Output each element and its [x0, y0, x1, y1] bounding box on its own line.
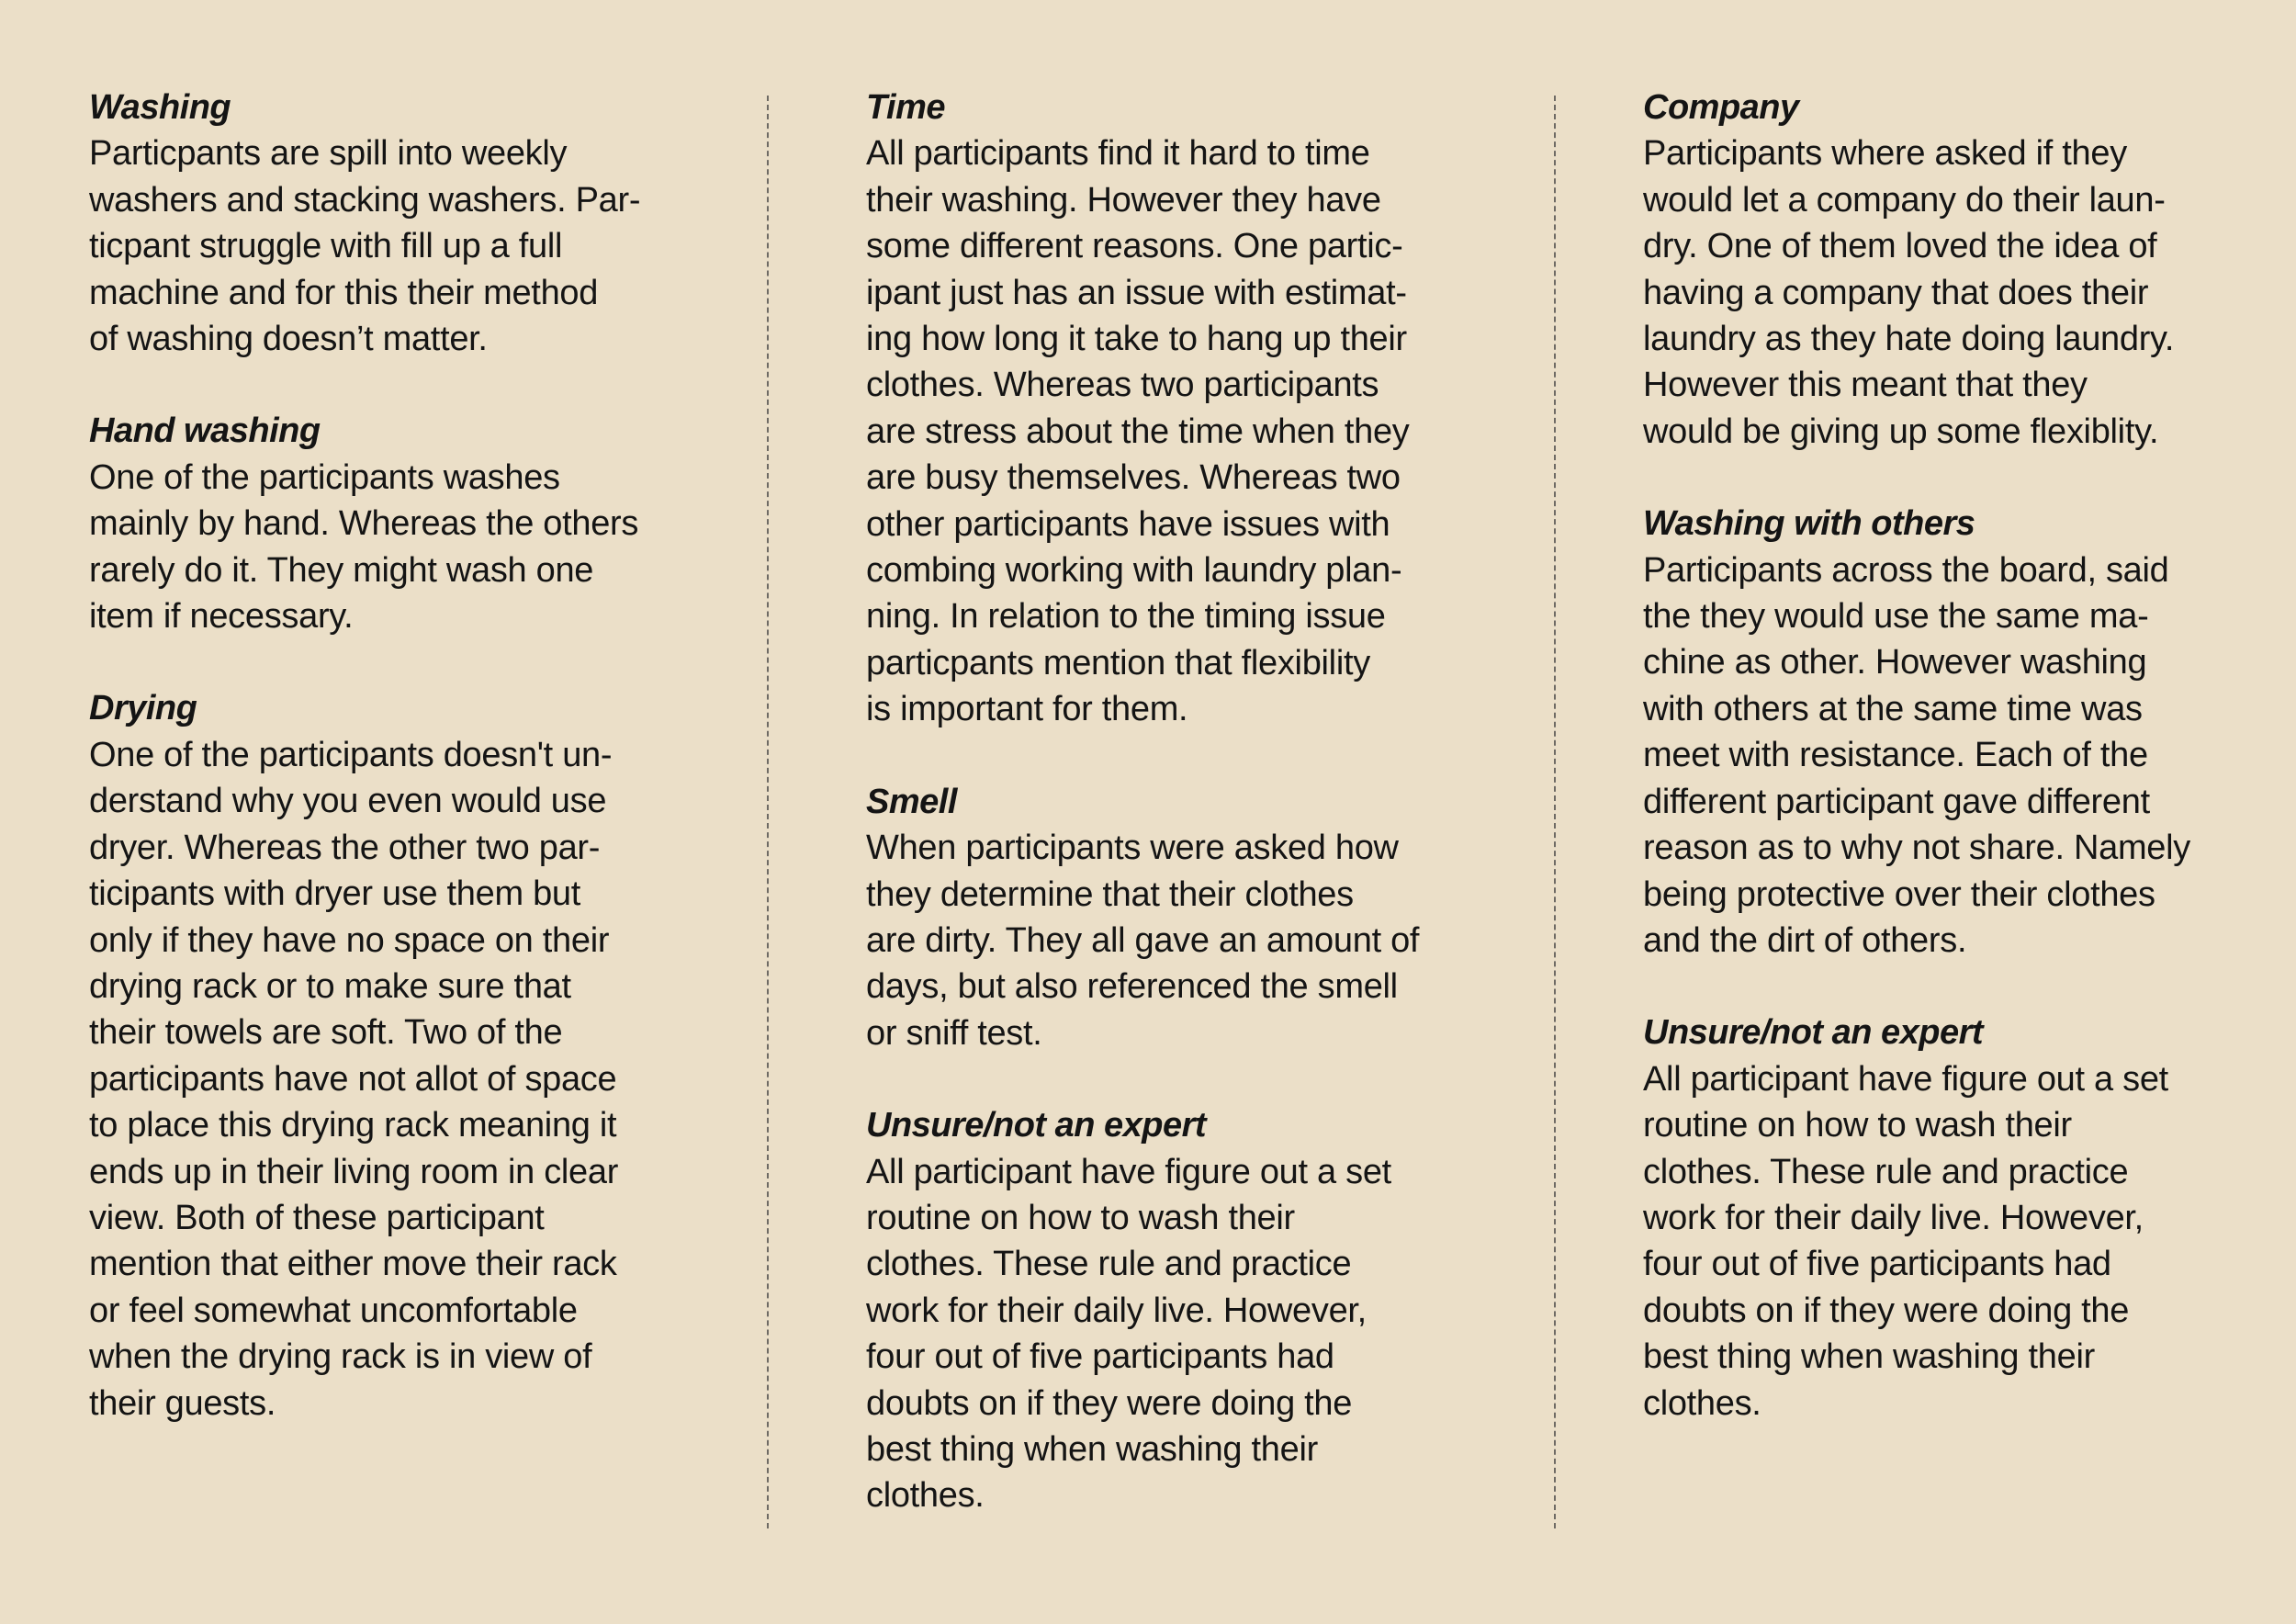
- section-body: One of the participants doesn't un- derstand why you even would use dryer. Whereas the other two par- ticipants with dryer use them but only if they have no space on their drying rack or to make sure that their towels are soft. Two of the participants have not allot of space to place this drying rack meaning it ends up in their living room in clear view. Both of these participant mention that either move their rack or feel somewhat uncomfortable when the drying rack is in view of their guests.: [89, 735, 619, 1423]
- section-body: Participants across the board, said the they would use the same ma- chine as other. However washing with others at the same time was meet with resistance. Each of the different participant gave different reason as to why not share. Namely being protective over their clothes and the dirt of others.: [1643, 550, 2190, 960]
- column-divider: [767, 96, 769, 1528]
- section-washing-with-others: [1643, 501, 2268, 964]
- column-1: [89, 85, 714, 1472]
- section-heading: Hand washing: [89, 412, 321, 451]
- section-heading: Unsure/not an expert: [866, 1106, 1207, 1145]
- section-time: [866, 85, 1491, 733]
- column-3: [1643, 85, 2268, 1472]
- section-unsure-not-an-expert: [866, 1102, 1491, 1519]
- section-heading: Unsure/not an expert: [1643, 1013, 1984, 1053]
- section-heading: Washing: [89, 88, 231, 127]
- section-body: When participants were asked how they determine that their clothes are dirty. They all gave an amount of days, but also referenced the smell or sniff test.: [866, 829, 1420, 1053]
- section-body: Particpants are spill into weekly washers and stacking washers. Par- ticpant struggle with fill up a full machine and for this their method of washing doesn’t matter.: [89, 134, 641, 359]
- section-washing: [89, 85, 714, 362]
- section-heading: Time: [866, 88, 946, 127]
- section-body: One of the participants washes mainly by hand. Whereas the others rarely do it. They might wash one item if necessary.: [89, 457, 639, 637]
- column-2: [866, 85, 1491, 1565]
- section-heading: Company: [1643, 88, 1799, 127]
- section-heading: Washing with others: [1643, 504, 1975, 544]
- section-drying: [89, 685, 714, 1427]
- section-company: [1643, 85, 2268, 455]
- section-body: All participant have figure out a set routine on how to wash their clothes. These rule and practice work for their daily live. However, four out of five participants had doubts on if they were doing the best thing when washing their clothes.: [866, 1152, 1391, 1516]
- column-divider: [1554, 96, 1556, 1528]
- section-heading: Drying: [89, 689, 197, 728]
- section-body: All participant have figure out a set routine on how to wash their clothes. These rule and practice work for their daily live. However, four out of five participants had doubts on if they were doing the best thing when washing their clothes.: [1643, 1059, 2168, 1423]
- section-hand-washing: [89, 408, 714, 639]
- section-body: Participants where asked if they would let a company do their laun- dry. One of them loved the idea of having a company that does their laundry as they hate doing laundry. However this meant that they would be giving up some flexiblity.: [1643, 134, 2175, 451]
- section-smell: [866, 779, 1491, 1056]
- section-unsure-not-an-expert: [1643, 1009, 2268, 1427]
- section-body: All participants find it hard to time their washing. However they have some different reasons. One partic- ipant just has an issue with estimat- ing how long it take to hang up their clothes. Whereas two participants are stress about the time when they are busy themselves. Whereas two other participants have issues with combing working with laundry plan- ning. In relation to the timing issue particpants mention that flexibility is important for them.: [866, 134, 1410, 729]
- section-heading: Smell: [866, 782, 957, 821]
